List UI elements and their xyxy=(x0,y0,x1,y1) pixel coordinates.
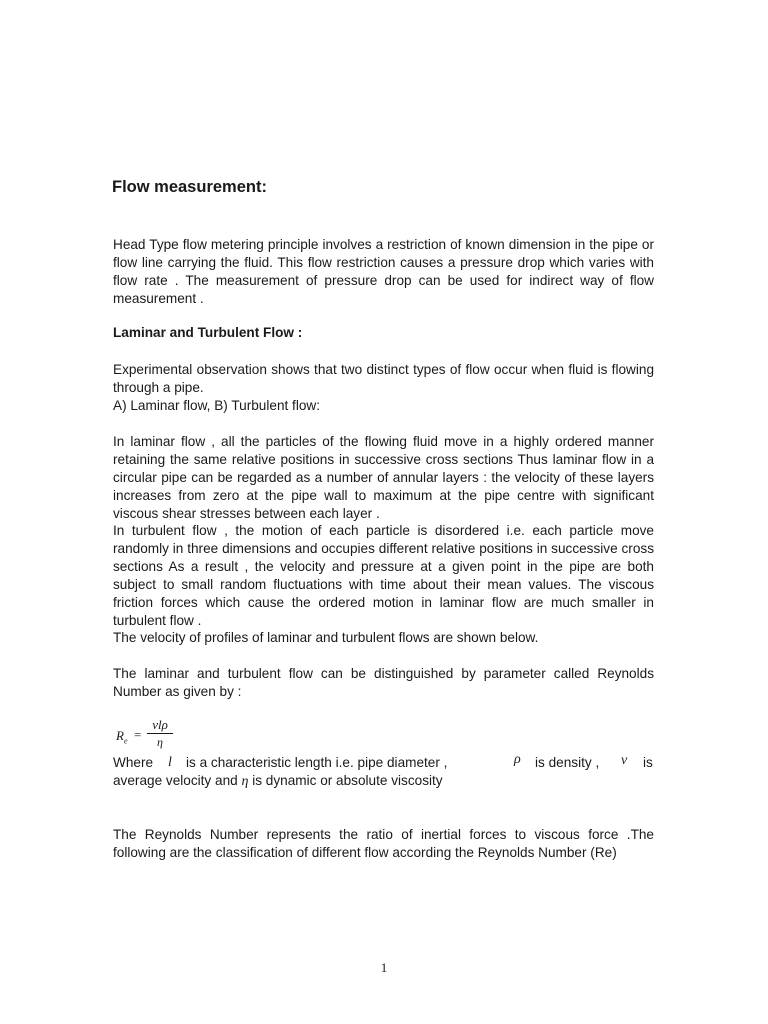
formula-lhs-subscript: e xyxy=(123,736,128,746)
viscosity-symbol: η xyxy=(241,774,249,789)
observation-paragraph xyxy=(113,361,654,415)
formula-lhs xyxy=(116,728,128,746)
turbulent-paragraph: In turbulent flow , the motion of each particle is disordered i.e. each particle move randomly in three dimensions and occupies different relative positions in successive cross sections As a result , the velocity and pressure at a given point in the pipe are both subject to small random fluctuations with time about their mean values. The viscous friction forces which cause the ordered motion in laminar flow are much smaller in turbulent flow . xyxy=(113,523,654,628)
page-number: 1 xyxy=(380,960,388,975)
reynolds-ratio-paragraph: The Reynolds Number represents the ratio of inertial forces to viscous force .The following are the classification of different flow according the Reynolds Number (Re) xyxy=(113,827,654,860)
variable-definitions xyxy=(113,754,654,791)
formula-equals: = xyxy=(134,727,142,742)
observation-text: Experimental observation shows that two distinct types of flow occur when fluid is flowing through a pipe. xyxy=(113,362,654,395)
velocity-definition: average velocity and xyxy=(113,773,238,788)
length-symbol: l xyxy=(168,755,172,770)
formula-numerator: vlρ xyxy=(152,717,168,732)
section-heading: Laminar and Turbulent Flow : xyxy=(113,325,303,340)
intro-paragraph: Head Type flow metering principle involves a restriction of known dimension in the pipe or flow line carrying the fluid. This flow restriction causes a pressure drop which varies with flow rate . The measurement of pressure drop can be used for indirect way of flow measurement . xyxy=(113,237,654,306)
laminar-paragraph: In laminar flow , all the particles of the flowing fluid move in a highly ordered manner retaining the same relative positions in successive cross sections Thus laminar flow in a circular pipe can be regarded as a number of annular layers : the velocity of these layers increases from zero at the pipe wall to maximum at the pipe centre with significant viscous shear stresses between each layer . xyxy=(113,434,654,521)
formula-denominator: η xyxy=(157,735,163,749)
formula-lhs-symbol: R xyxy=(116,728,124,743)
reynolds-intro-paragraph: The laminar and turbulent flow can be distinguished by parameter called Reynolds Number as given by : xyxy=(113,666,654,699)
definitions-line-2 xyxy=(113,772,654,791)
velocity-symbol: v xyxy=(621,753,628,768)
where-word: Where xyxy=(113,755,154,770)
viscosity-definition: is dynamic or absolute viscosity xyxy=(252,773,443,788)
fraction-bar xyxy=(147,733,173,734)
length-definition: is a characteristic length i.e. pipe diameter , xyxy=(186,755,448,770)
velocity-is: is xyxy=(643,755,653,770)
definitions-line-1 xyxy=(113,754,654,772)
density-symbol: ρ xyxy=(514,752,521,767)
formula-fraction xyxy=(147,718,173,749)
flow-types-text: A) Laminar flow, B) Turbulent flow: xyxy=(113,398,321,413)
page-title: Flow measurement: xyxy=(112,178,267,196)
density-definition: is density , xyxy=(535,755,600,770)
profiles-paragraph: The velocity of profiles of laminar and turbulent flows are shown below. xyxy=(113,630,539,645)
